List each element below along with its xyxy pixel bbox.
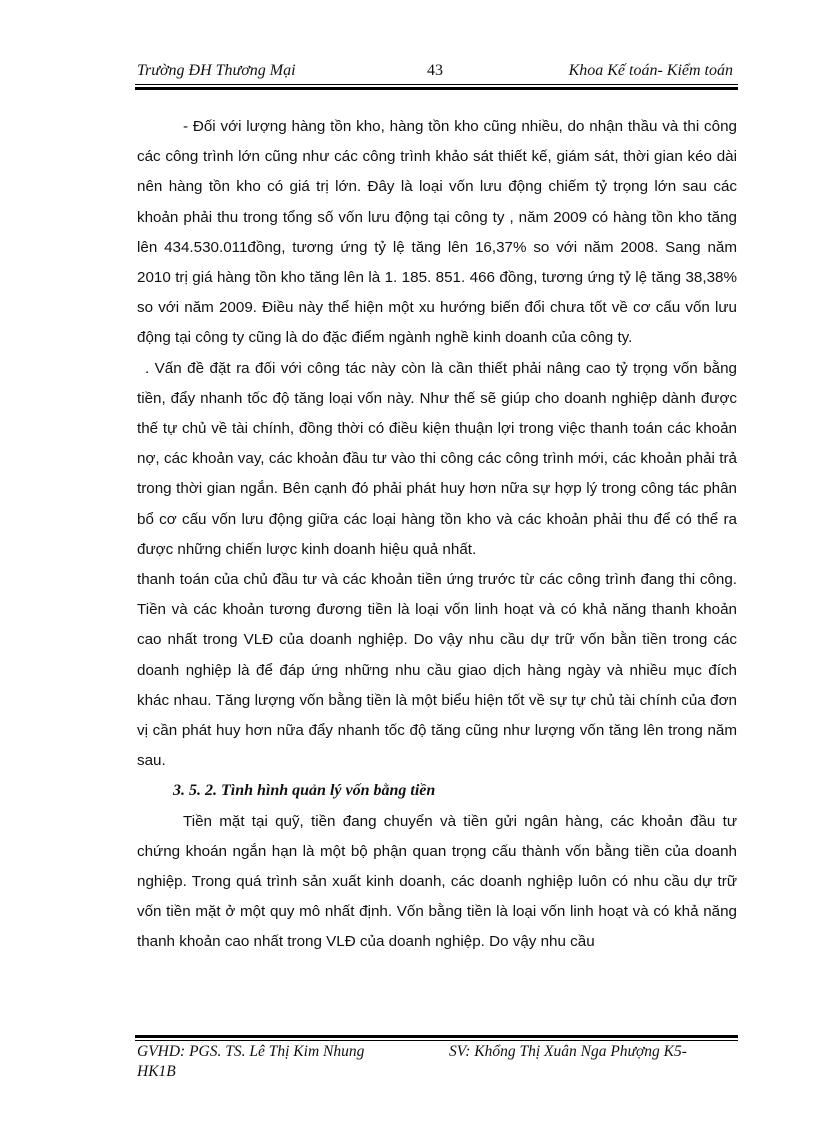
paragraph-cash: Tiền mặt tại quỹ, tiền đang chuyển và tiền gửi ngân hàng, các khoản đầu tư chứng khoán ngắn hạn là một bộ phận quan trọng cấu thành vốn bằng tiền của doanh nghiệp. Trong quá trình sản xuất kinh doanh, các doanh nghiệp luôn có nhu cầu dự trữ vốn tiền mặt ở một quy mô nhất định. Vốn bằng tiền là loại vốn linh hoạt và có khả năng thanh khoản cao nhất trong VLĐ của doanh nghiệp. Do vậy nhu cầu [137,812,737,951]
page-number: 43 [427,62,443,79]
section-heading: 3. 5. 2. Tình hình quản lý vốn bằng tiền [173,782,436,800]
footer-rule-thick [135,1035,738,1038]
header-rule-thick [135,87,738,90]
document-body [137,112,737,958]
header-faculty: Khoa Kế toán- Kiểm toán [568,62,733,79]
page-header [135,60,735,84]
footer-supervisor: GVHD: PGS. TS. Lê Thị Kim Nhung [137,1043,365,1060]
header-school: Trường ĐH Thương Mại [137,62,296,79]
footer-rule-thin [135,1040,738,1041]
footer-student: SV: Khổng Thị Xuân Nga Phượng K5- [449,1043,687,1060]
header-rule-thin [135,84,738,85]
footer-class: HK1B [137,1063,176,1080]
paragraph-issue: . Vấn đề đặt ra đối với công tác này còn là cần thiết phải nâng cao tỷ trọng vốn bằng tiền, đẩy nhanh tốc độ tăng loại vốn này. Như thế sẽ giúp cho doanh nghiệp dành được thế tự chủ về tài chính, đồng thời có điều kiện thuận lợi trong việc thanh toán các khoản nợ, các khoản vay, các khoản đầu tư vào thi công các công trình mới, các khoản phải trả trong thời gian ngắn. Bên cạnh đó phải phát huy hơn nữa sự hợp lý trong công tác phân bổ cơ cấu vốn lưu động giữa các loại hàng tồn kho và các khoản phải thu để có thể ra được những chiến lược kinh doanh hiệu quả nhất. [137,359,737,558]
paragraph-payment: thanh toán của chủ đầu tư và các khoản tiền ứng trước từ các công trình đang thi công. Tiền và các khoản tương đương tiền là loại vốn linh hoạt và có khả năng thanh khoản cao nhất trong VLĐ của doanh nghiệp. Do vậy nhu cầu dự trữ vốn bằn tiền trong các doanh nghiệp là để đáp ứng những nhu cầu giao dịch hàng ngày và nhiều mục đích khác nhau. Tăng lượng vốn bằng tiền là một biểu hiện tốt về sự tự chủ tài chính của đơn vị cần phát huy hơn nữa đẩy nhanh tốc độ tăng cũng như lượng vốn tăng lên trong năm sau. [137,571,737,770]
paragraph-inventory: - Đối với lượng hàng tồn kho, hàng tồn kho cũng nhiều, do nhận thầu và thi công các công trình lớn cũng như các công trình khảo sát thiết kế, giám sát, thời gian kéo dài nên hàng tồn kho có giá trị lớn. Đây là loại vốn lưu động chiếm tỷ trọng lớn sau các khoản phải thu trong tổng số vốn lưu động tại công ty , năm 2009 có hàng tồn kho tăng lên 434.530.011đồng, tương ứng tỷ lệ tăng lên 16,37% so với năm 2008. Sang năm 2010 trị giá hàng tồn kho tăng lên là 1. 185. 851. 466 đồng, tương ứng tỷ lệ tăng 38,38% so với năm 2009. Điều này thể hiện một xu hướng biến đổi chưa tốt về cơ cấu vốn lưu động tại công ty cũng là do đặc điểm ngành nghề kinh doanh của công ty. [137,118,737,347]
